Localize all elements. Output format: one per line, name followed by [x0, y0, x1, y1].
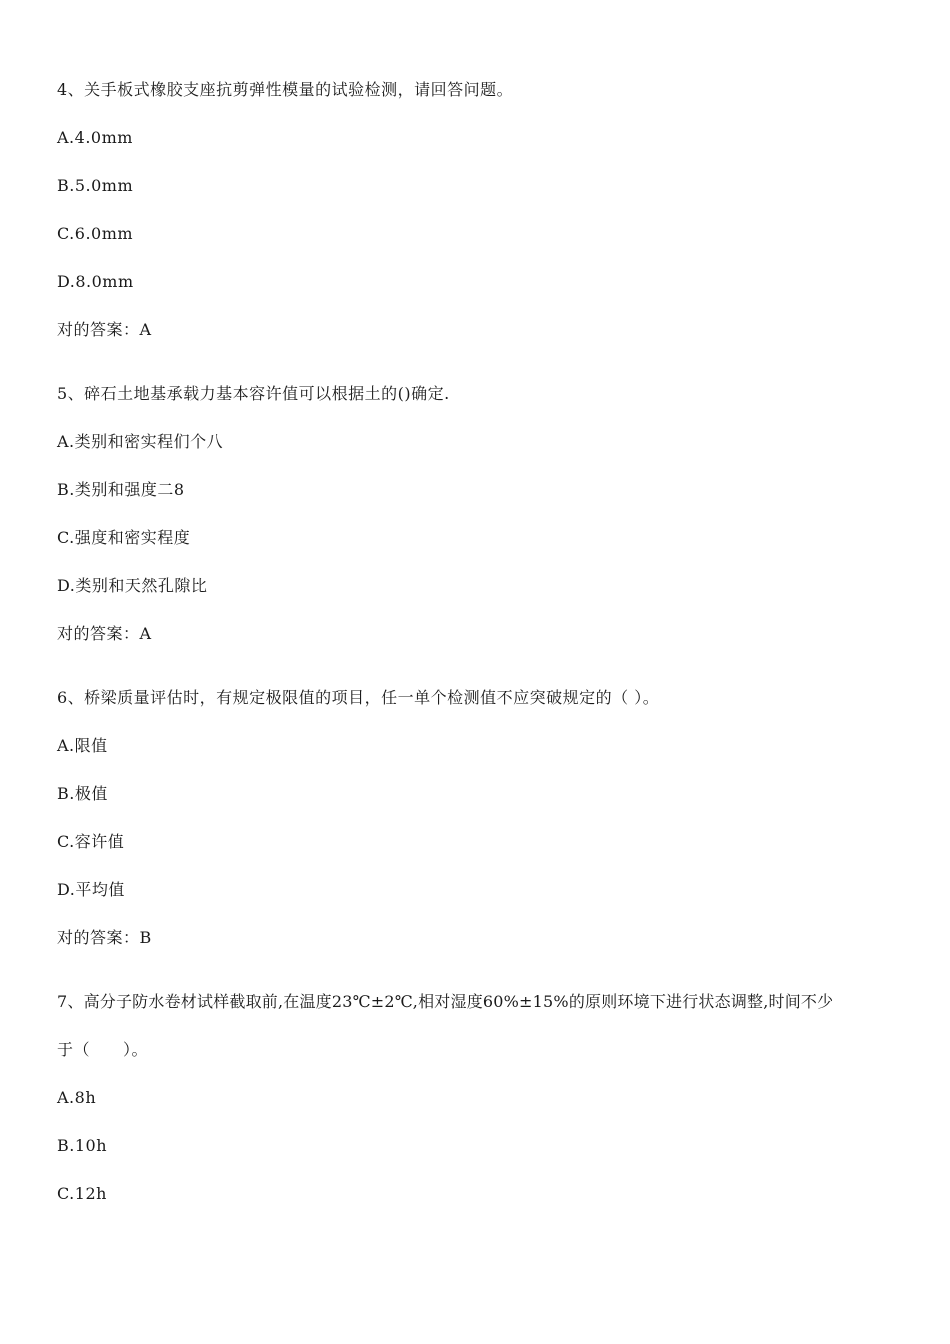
question-4-option-a: A.4.0mm	[57, 128, 133, 147]
question-7-option-c: C.12h	[57, 1184, 107, 1203]
question-4-answer: 对的答案：A	[57, 320, 152, 339]
question-5-option-b: B.类别和强度二8	[57, 480, 185, 499]
question-6-option-a: A.限值	[57, 736, 108, 755]
question-4-option-d: D.8.0mm	[57, 272, 134, 291]
question-4-option-b: B.5.0mm	[57, 176, 134, 195]
question-4-stem: 4、关手板式橡胶支座抗剪弹性模量的试验检测，请回答问题。	[57, 80, 514, 99]
question-6-option-b: B.极值	[57, 784, 108, 803]
question-5-option-a: A.类别和密实程们个八	[57, 432, 224, 451]
question-7-stem-line-2: 于（ ）。	[57, 1040, 149, 1059]
question-4-option-c: C.6.0mm	[57, 224, 134, 243]
question-5-stem: 5、碎石土地基承载力基本容许值可以根据土的()确定.	[57, 384, 450, 403]
question-5-option-c: C.强度和密实程度	[57, 528, 191, 547]
question-7-option-b: B.10h	[57, 1136, 108, 1155]
question-5-answer: 对的答案：A	[57, 624, 152, 643]
question-5-option-d: D.类别和天然孔隙比	[57, 576, 208, 595]
question-7-option-a: A.8h	[57, 1088, 97, 1107]
question-7-stem-line-1: 7、高分子防水卷材试样截取前,在温度23℃±2℃,相对湿度60%±15%的原则环境下进行状态调整,时间不少	[57, 992, 834, 1011]
question-6-option-d: D.平均值	[57, 880, 125, 899]
question-6-stem: 6、桥梁质量评估时，有规定极限值的项目，任一单个检测值不应突破规定的（ ）。	[57, 688, 660, 707]
question-6-option-c: C.容许值	[57, 832, 125, 851]
question-6-answer: 对的答案：B	[57, 928, 152, 947]
